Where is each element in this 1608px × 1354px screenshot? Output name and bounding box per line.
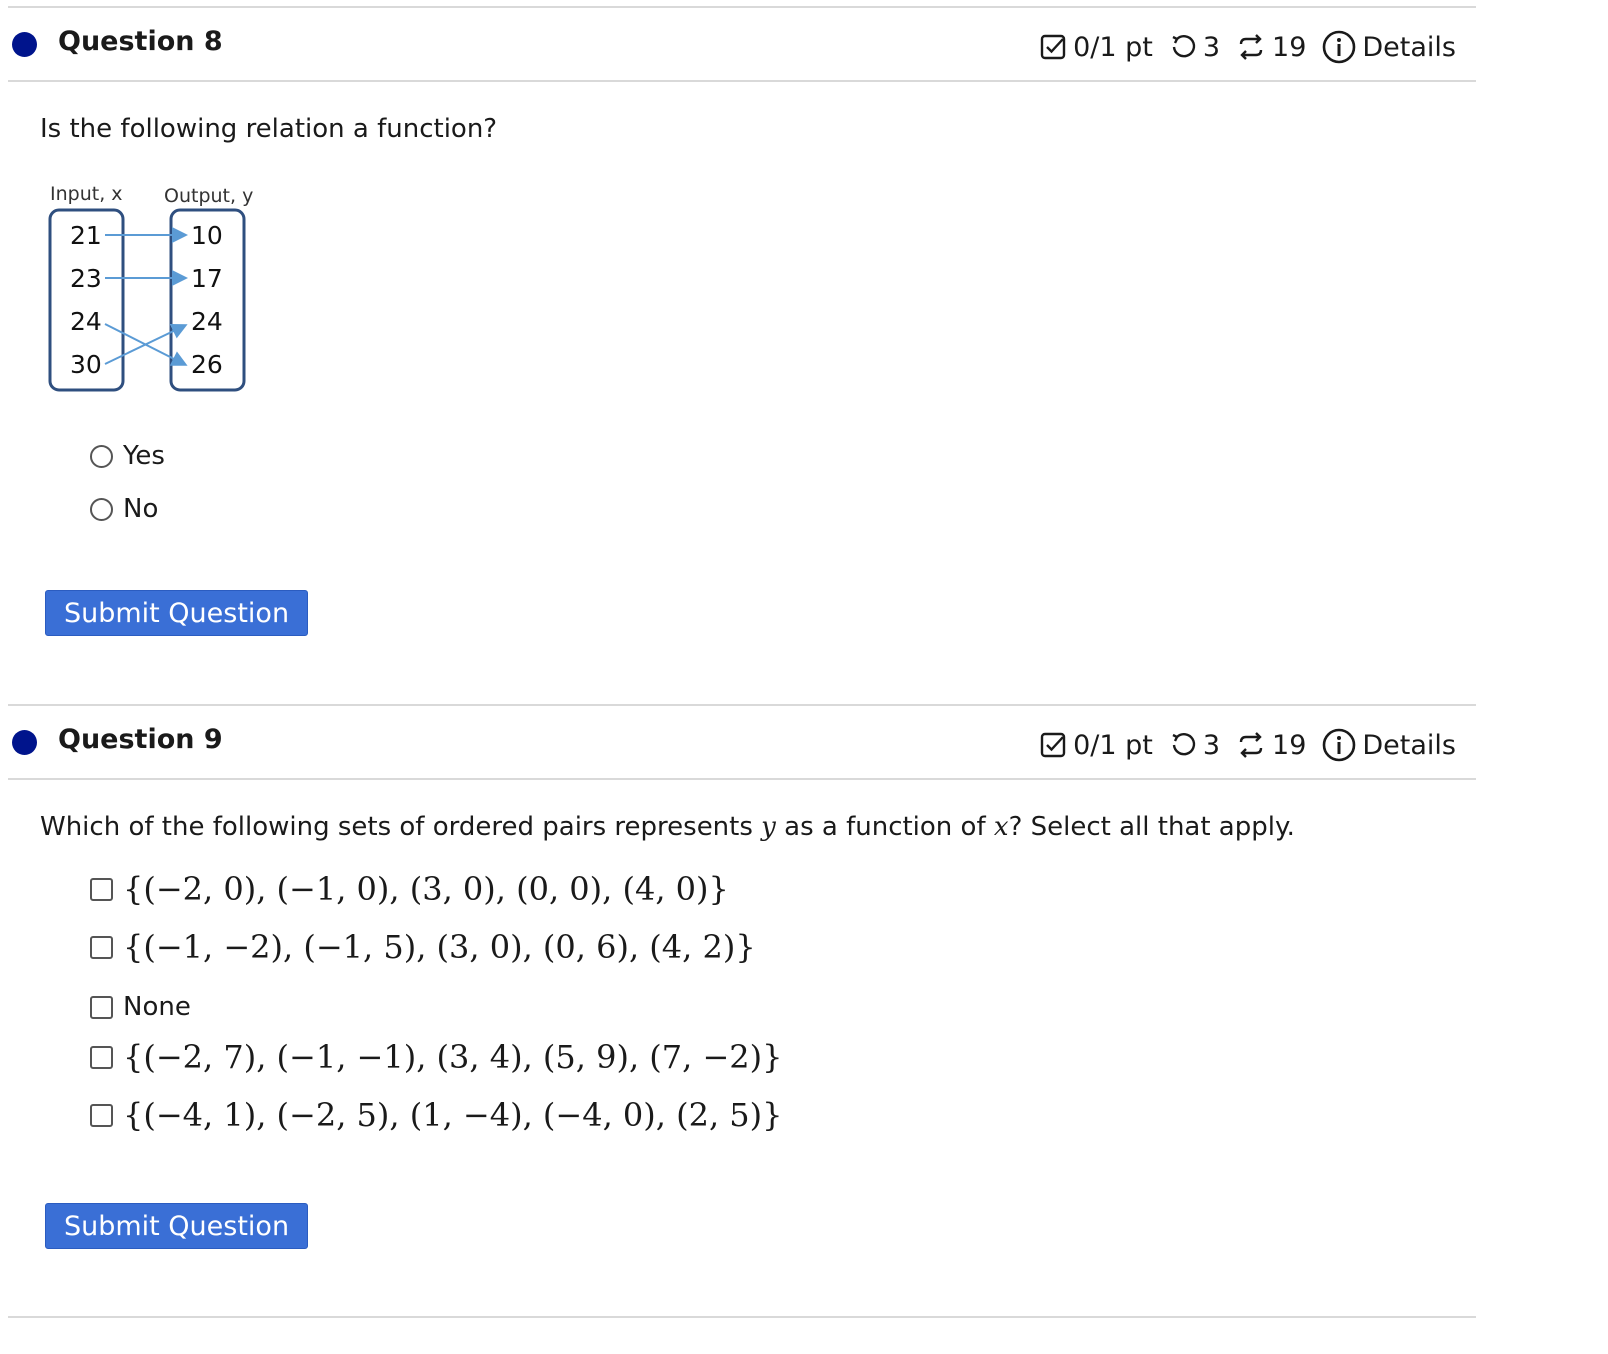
- attempts-count: 3: [1202, 729, 1221, 761]
- choice-label: Yes: [123, 441, 165, 471]
- versions-icon: [1236, 32, 1266, 62]
- choice-no[interactable]: [90, 494, 158, 524]
- choice-option[interactable]: [90, 870, 729, 908]
- choice-yes[interactable]: [90, 441, 165, 471]
- info-icon[interactable]: [1322, 728, 1356, 762]
- submit-question-button[interactable]: Submit Question: [45, 590, 308, 636]
- output-value: 10: [191, 221, 223, 250]
- prompt-text: Which of the following sets of ordered pairs represents: [40, 812, 762, 842]
- ordered-pair-set: {(−2, 7), (−1, −1), (3, 4), (5, 9), (7, −2)}: [123, 1038, 783, 1076]
- attempts-count: 3: [1202, 31, 1221, 63]
- choice-option[interactable]: [90, 1038, 783, 1076]
- question-title: Question 8: [58, 26, 223, 57]
- output-header: Output, y: [164, 185, 254, 207]
- versions-count: 19: [1272, 729, 1307, 761]
- question-title: Question 9: [58, 724, 223, 755]
- checkbox[interactable]: [90, 936, 113, 959]
- score-text: 0/1 pt: [1073, 729, 1153, 761]
- checkbox[interactable]: [90, 996, 113, 1019]
- question-8-header: [8, 8, 1476, 78]
- checkbox-score-icon: [1039, 33, 1067, 61]
- output-value: 17: [191, 264, 223, 293]
- checkbox[interactable]: [90, 1104, 113, 1127]
- details-link[interactable]: Details: [1362, 729, 1456, 761]
- question-meta: [1039, 30, 1456, 64]
- ordered-pair-set: {(−2, 0), (−1, 0), (3, 0), (0, 0), (4, 0)}: [123, 870, 729, 908]
- checkbox[interactable]: [90, 878, 113, 901]
- info-icon[interactable]: [1322, 30, 1356, 64]
- input-value: 30: [70, 350, 102, 379]
- mapping-diagram: [40, 180, 280, 410]
- question-status-dot: [12, 32, 37, 57]
- choice-label: None: [123, 992, 191, 1022]
- versions-icon: [1236, 730, 1266, 760]
- question-prompt: Is the following relation a function?: [40, 114, 498, 144]
- input-value: 21: [70, 221, 102, 250]
- checkbox-score-icon: [1039, 731, 1067, 759]
- prompt-text: ? Select all that apply.: [1008, 812, 1295, 842]
- output-value: 26: [191, 350, 223, 379]
- versions-count: 19: [1272, 31, 1307, 63]
- bottom-divider: [8, 1316, 1476, 1318]
- submit-question-button[interactable]: Submit Question: [45, 1203, 308, 1249]
- details-link[interactable]: Details: [1362, 31, 1456, 63]
- question-meta: [1039, 728, 1456, 762]
- math-variable: y: [761, 812, 776, 842]
- output-value: 24: [191, 307, 223, 336]
- question-status-dot: [12, 730, 37, 755]
- choice-option[interactable]: [90, 928, 756, 966]
- input-value: 23: [70, 264, 102, 293]
- checkbox[interactable]: [90, 1046, 113, 1069]
- attempts-icon: [1169, 731, 1197, 759]
- prompt-text: as a function of: [775, 812, 994, 842]
- ordered-pair-set: {(−4, 1), (−2, 5), (1, −4), (−4, 0), (2, 5)}: [123, 1096, 783, 1134]
- radio-button[interactable]: [90, 498, 113, 521]
- choice-option[interactable]: [90, 1096, 783, 1134]
- input-value: 24: [70, 307, 102, 336]
- attempts-icon: [1169, 33, 1197, 61]
- score-text: 0/1 pt: [1073, 31, 1153, 63]
- input-header: Input, x: [50, 183, 123, 205]
- question-prompt: [40, 812, 1295, 842]
- header-divider: [8, 778, 1476, 780]
- question-9-header: [8, 706, 1476, 776]
- header-divider: [8, 80, 1476, 82]
- math-variable: x: [993, 812, 1009, 842]
- radio-button[interactable]: [90, 445, 113, 468]
- ordered-pair-set: {(−1, −2), (−1, 5), (3, 0), (0, 6), (4, 2)}: [123, 928, 756, 966]
- choice-none[interactable]: [90, 992, 191, 1022]
- choice-label: No: [123, 494, 159, 524]
